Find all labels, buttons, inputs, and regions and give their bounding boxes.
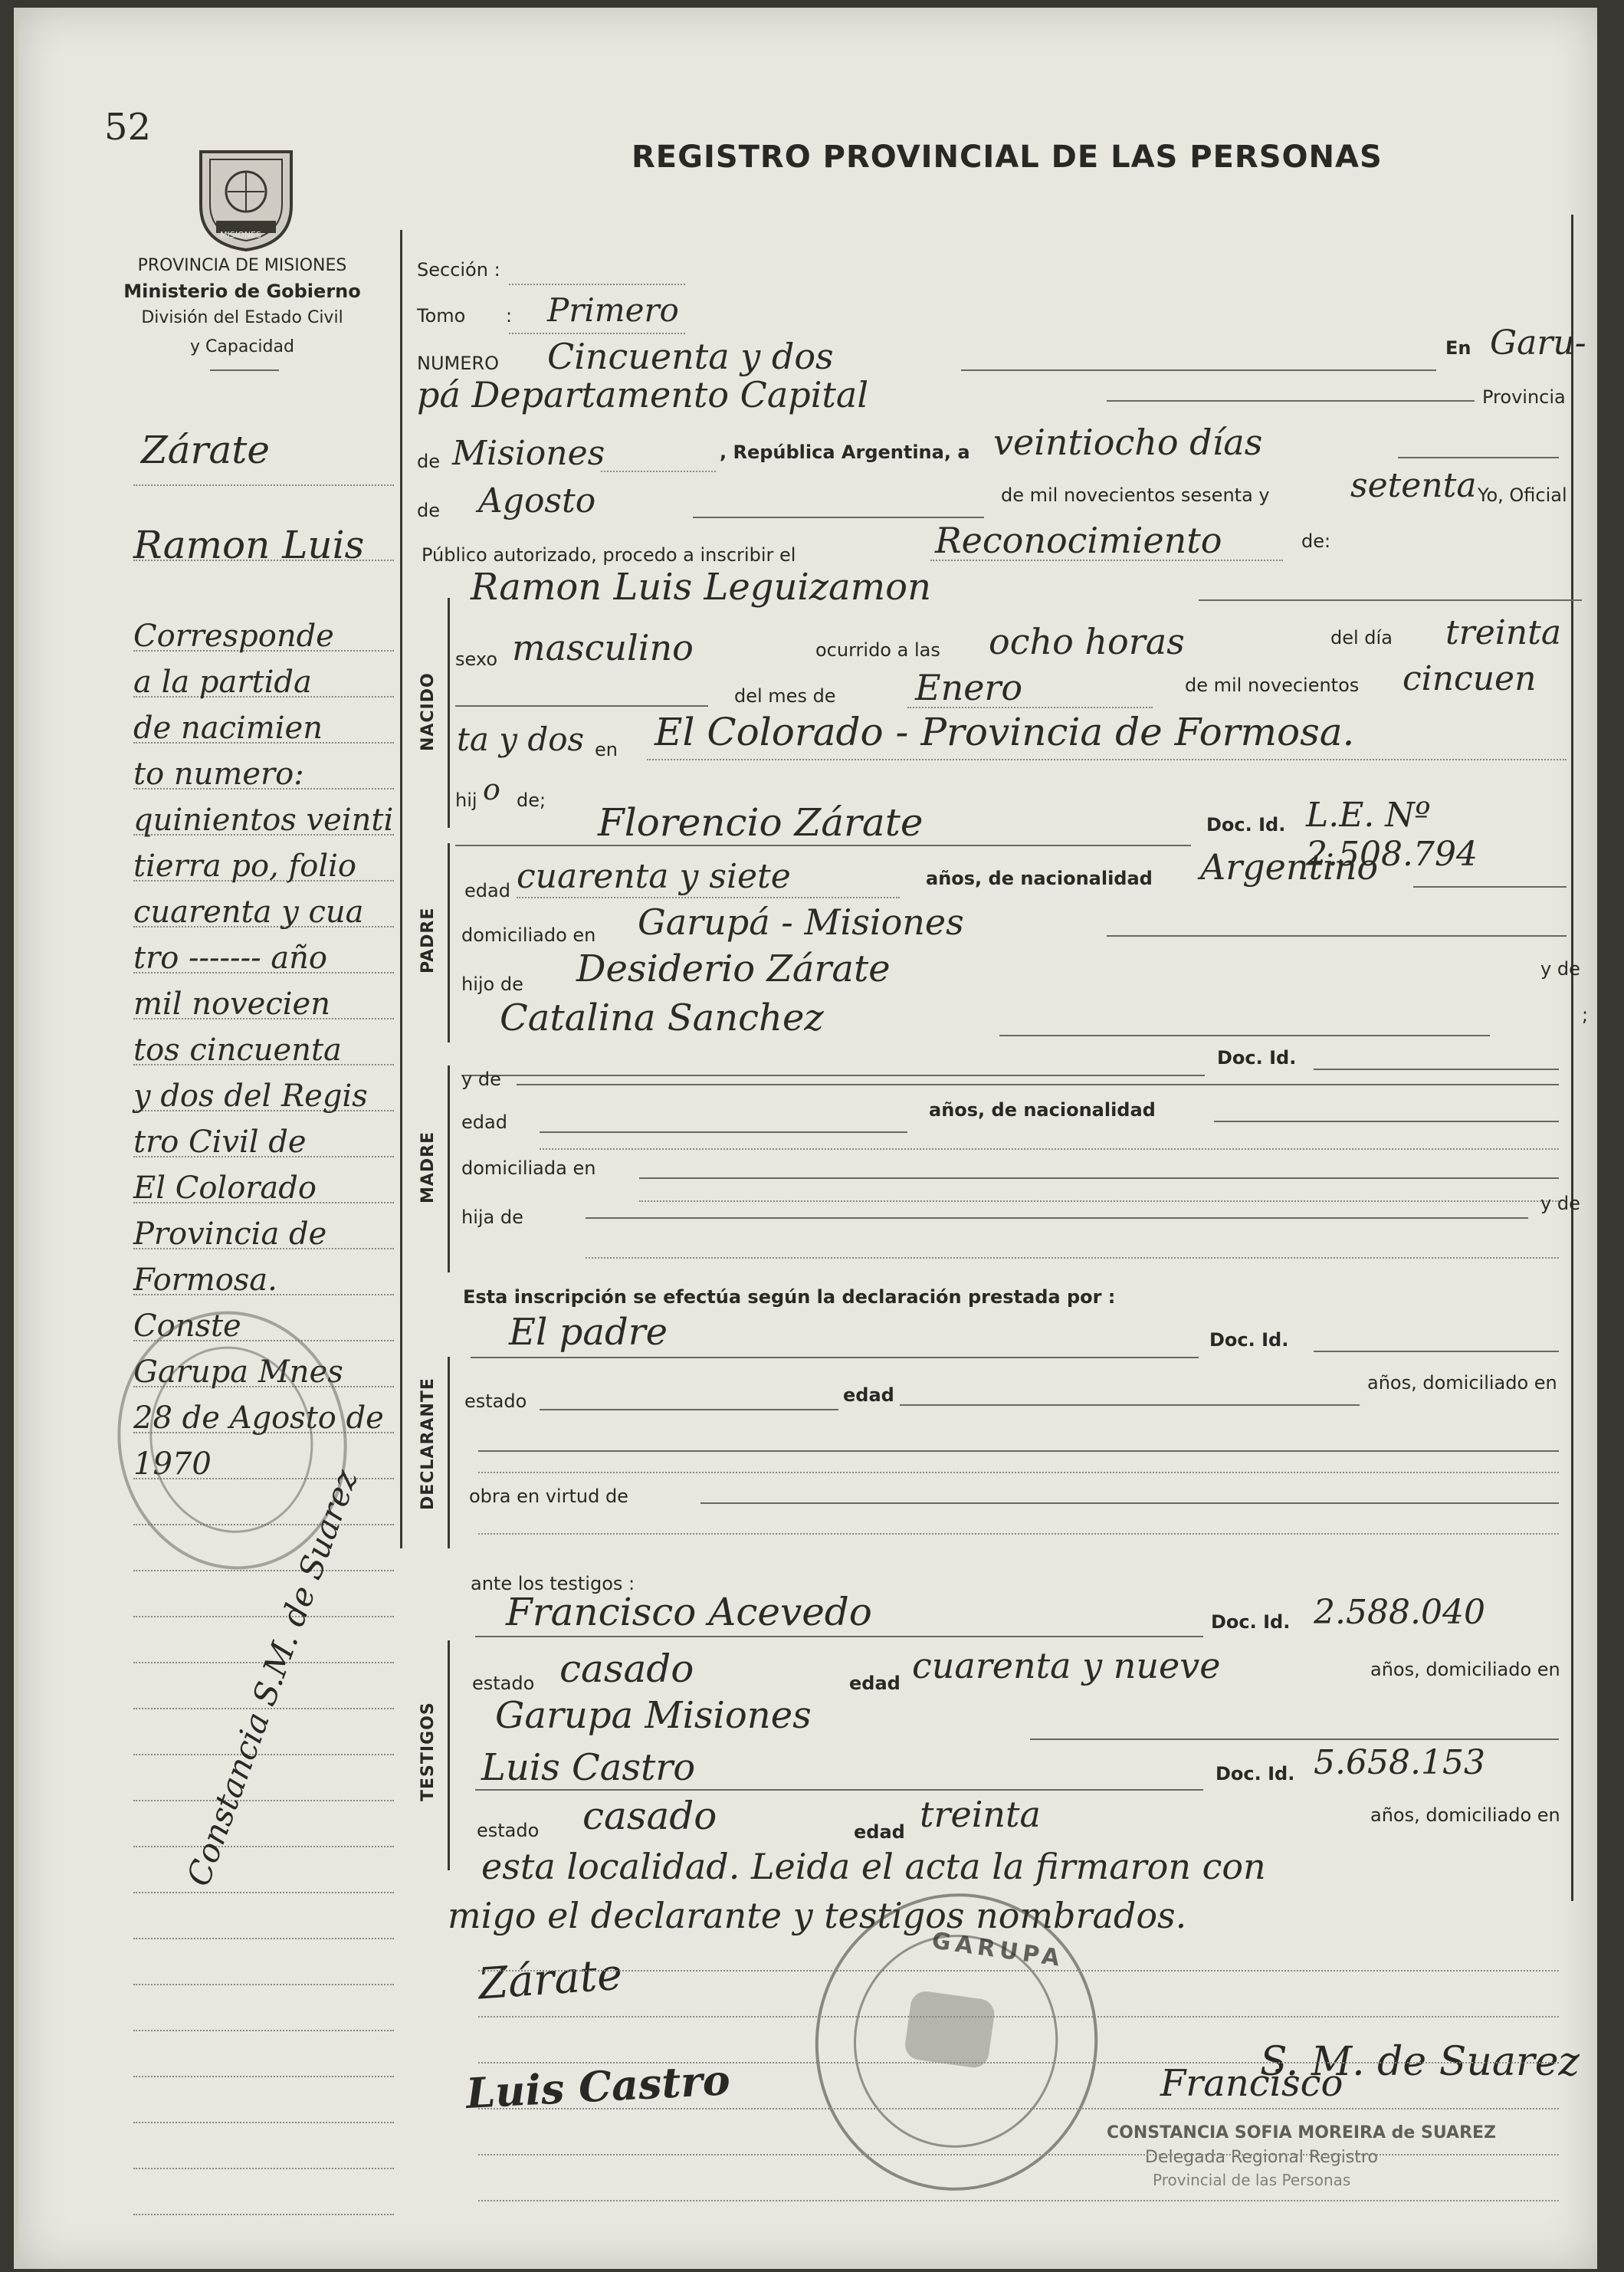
label-edad-madre: edad bbox=[461, 1111, 507, 1133]
closing-line-1: esta localidad. Leida el acta la firmaron con bbox=[481, 1846, 1266, 1887]
officer-title-stamp: Delegada Regional Registro bbox=[1145, 2148, 1378, 2167]
hija-de-line bbox=[586, 1217, 1528, 1219]
label-sexo: sexo bbox=[455, 648, 497, 670]
label-domiciliado-padre: domiciliado en bbox=[461, 924, 596, 946]
margin-line: to numero: bbox=[133, 757, 304, 792]
value-testigo1: Francisco Acevedo bbox=[506, 1590, 872, 1634]
declarante-line bbox=[471, 1357, 1199, 1358]
obra-line bbox=[700, 1502, 1559, 1504]
dia-line bbox=[1398, 457, 1559, 458]
madre-nac-line bbox=[1214, 1121, 1559, 1122]
padre-madre-line bbox=[999, 1035, 1490, 1036]
section-label-declarante: DECLARANTE bbox=[418, 1377, 438, 1510]
value-padre-nac: Argentino bbox=[1200, 846, 1379, 888]
margin-line: Formosa. bbox=[133, 1262, 277, 1298]
numero-line bbox=[961, 369, 1436, 371]
declarante-dom-line-2 bbox=[478, 1472, 1559, 1473]
label-en: En bbox=[1445, 337, 1471, 359]
label-estado-testigo2: estado bbox=[477, 1820, 540, 1841]
label-edad-padre: edad bbox=[464, 880, 510, 901]
value-nombre: Ramon Luis Leguizamon bbox=[471, 566, 931, 609]
padre-bar bbox=[448, 843, 450, 1042]
label-doc-declarante: Doc. Id. bbox=[1209, 1329, 1289, 1351]
value-numero: Cincuenta y dos bbox=[547, 336, 834, 377]
label-doc-padre: Doc. Id. bbox=[1206, 814, 1286, 836]
edad-declarante-line bbox=[900, 1404, 1360, 1406]
lugar-line bbox=[1107, 400, 1475, 402]
label-yo-oficial: Yo, Oficial bbox=[1478, 484, 1567, 506]
margin-line: tos cincuenta bbox=[133, 1033, 342, 1068]
padre-nac-line bbox=[1413, 886, 1567, 888]
declarante-dom-line bbox=[478, 1450, 1559, 1452]
madre-dom-line-2 bbox=[639, 1200, 1559, 1202]
mes-blank-line bbox=[455, 705, 708, 707]
closing-line-2: migo el declarante y testigos nombrados. bbox=[448, 1895, 1187, 1936]
label-de-1: de bbox=[417, 451, 440, 472]
value-testigo1-edad: cuarenta y nueve bbox=[912, 1645, 1221, 1686]
margin-line: tro ------- año bbox=[133, 941, 328, 976]
label-anos-dom-declarante: años, domiciliado en bbox=[1367, 1372, 1557, 1394]
value-hora: ocho horas bbox=[989, 621, 1185, 662]
label-del-mes: del mes de bbox=[734, 685, 836, 707]
label-hijo: hij bbox=[455, 790, 477, 811]
margin-line: y dos del Regis bbox=[133, 1079, 368, 1114]
madre-bar bbox=[448, 1065, 450, 1272]
value-padre-dom: Garupá - Misiones bbox=[638, 901, 964, 943]
label-de-2: de bbox=[417, 500, 440, 521]
seal-label: MISIONES bbox=[220, 230, 261, 240]
label-doc-testigo1: Doc. Id. bbox=[1211, 1611, 1291, 1633]
value-anio-nac-2: ta y dos bbox=[457, 721, 585, 758]
stamp-label: GARUPA bbox=[930, 1927, 1066, 1973]
value-lugar-nac: El Colorado - Provincia de Formosa. bbox=[655, 710, 1355, 754]
label-tomo-colon: : bbox=[506, 305, 513, 327]
label-anos-dom-testigo1: años, domiciliado en bbox=[1370, 1659, 1560, 1680]
margin-line: 28 de Agosto de bbox=[133, 1400, 384, 1436]
value-sexo: masculino bbox=[512, 627, 694, 668]
nacido-bar bbox=[448, 598, 450, 828]
label-de-colon: de: bbox=[1301, 530, 1331, 552]
label-doc-testigo2: Doc. Id. bbox=[1216, 1763, 1295, 1784]
value-padre-edad: cuarenta y siete bbox=[517, 857, 791, 896]
label-publico: Público autorizado, procedo a inscribir el bbox=[422, 544, 796, 566]
label-hija-de: hija de bbox=[461, 1207, 523, 1228]
mes-line bbox=[693, 517, 984, 518]
label-doc-madre: Doc. Id. bbox=[1217, 1047, 1297, 1069]
margin-line: El Colorado bbox=[133, 1170, 317, 1206]
testigo1-dom-line bbox=[1030, 1738, 1559, 1740]
madre-line-extra bbox=[540, 1148, 1559, 1150]
value-testigo1-dom: Garupa Misiones bbox=[495, 1694, 812, 1737]
margin-line: cuarenta y cua bbox=[133, 895, 364, 930]
label-tomo: Tomo bbox=[417, 305, 466, 327]
value-provincia: Misiones bbox=[452, 434, 605, 473]
value-testigo1-estado: casado bbox=[559, 1647, 694, 1691]
division-label-2: y Capacidad bbox=[190, 337, 294, 356]
value-mes-nac: Enero bbox=[915, 667, 1023, 708]
padre-line bbox=[455, 845, 1191, 846]
hija-de-line-2 bbox=[586, 1257, 1559, 1259]
label-estado-testigo1: estado bbox=[472, 1673, 535, 1694]
value-padre-hijo-de: Desiderio Zárate bbox=[576, 947, 891, 990]
signature-officer: S. M. de Suarez bbox=[1260, 2039, 1580, 2085]
value-mes: Agosto bbox=[478, 481, 596, 520]
padre-edad-line bbox=[517, 897, 900, 898]
label-estado-declarante: estado bbox=[464, 1390, 527, 1412]
value-padre-madre: Catalina Sanchez bbox=[500, 996, 824, 1039]
page-title: REGISTRO PROVINCIAL DE LAS PERSONAS bbox=[632, 140, 1383, 175]
margin-line: tro Civil de bbox=[133, 1125, 307, 1160]
y-de-line bbox=[517, 1084, 1559, 1085]
madre-edad-line bbox=[540, 1131, 907, 1133]
header-rule bbox=[210, 369, 279, 371]
label-de-3: de; bbox=[517, 790, 546, 811]
label-edad-testigo2: edad bbox=[854, 1821, 905, 1843]
value-declarante: El padre bbox=[509, 1311, 668, 1354]
label-republica: , República Argentina, a bbox=[720, 442, 970, 463]
mes-nac-line bbox=[907, 707, 1153, 708]
province-label: PROVINCIA DE MISIONES bbox=[137, 256, 347, 275]
label-ocurrido: ocurrido a las bbox=[815, 639, 940, 661]
signature-testigo2: Luis Castro bbox=[464, 2055, 732, 2118]
label-y-de-3: y de bbox=[1540, 1193, 1580, 1214]
seccion-line bbox=[509, 284, 685, 285]
label-anos-nac-padre: años, de nacionalidad bbox=[926, 868, 1153, 889]
label-hijo-de: hijo de bbox=[461, 973, 523, 995]
value-en: Garu- bbox=[1490, 323, 1586, 363]
value-testigo2: Luis Castro bbox=[481, 1746, 696, 1789]
declarante-bar bbox=[448, 1357, 450, 1548]
tomo-line bbox=[509, 333, 685, 334]
padre-dom-line bbox=[1107, 935, 1567, 937]
semicolon: ; bbox=[1582, 1004, 1589, 1026]
margin-surname: Zárate bbox=[141, 428, 270, 472]
register-page bbox=[14, 8, 1597, 2269]
value-anio-nac: cincuen bbox=[1403, 659, 1537, 698]
page-number: 52 bbox=[104, 106, 152, 149]
label-y-de: y de bbox=[1540, 958, 1580, 980]
madre-dom-line bbox=[639, 1177, 1559, 1179]
testigo1-line bbox=[475, 1636, 1203, 1637]
madre-doc-line bbox=[1314, 1069, 1559, 1070]
testigos-bar bbox=[448, 1640, 450, 1870]
margin-line: Provincia de bbox=[133, 1216, 327, 1252]
value-padre: Florencio Zárate bbox=[598, 800, 924, 845]
value-acto: Reconocimiento bbox=[935, 520, 1222, 561]
testigo2-line bbox=[475, 1789, 1203, 1791]
value-hijo-o: o bbox=[483, 773, 500, 806]
label-del-dia: del día bbox=[1330, 627, 1393, 648]
label-de-mil: de mil novecientos sesenta y bbox=[1001, 484, 1270, 506]
label-obra: obra en virtud de bbox=[469, 1486, 628, 1507]
margin-line: de nacimien bbox=[133, 711, 323, 746]
label-domiciliada: domiciliada en bbox=[461, 1157, 596, 1179]
madre-name-line bbox=[461, 1075, 1205, 1076]
margin-line: Conste bbox=[133, 1308, 241, 1344]
acto-line bbox=[930, 560, 1283, 561]
label-numero: NUMERO bbox=[417, 353, 499, 374]
value-dia-nac: treinta bbox=[1445, 613, 1562, 652]
margin-line: Garupa Mnes bbox=[133, 1354, 343, 1390]
label-seccion: Sección : bbox=[417, 259, 500, 281]
lugar-nac-line bbox=[647, 759, 1567, 760]
nombre-line bbox=[1199, 599, 1582, 601]
label-anos-dom-testigo2: años, domiciliado en bbox=[1370, 1804, 1560, 1826]
margin-signature: Constancia S.M. de Suarez bbox=[179, 1464, 366, 1891]
signature-testigo1: Francisco bbox=[1160, 2062, 1343, 2105]
label-declaracion: Esta inscripción se efectúa según la declaración prestada por : bbox=[463, 1286, 1116, 1308]
label-ante: ante los testigos : bbox=[471, 1573, 635, 1594]
section-label-madre: MADRE bbox=[418, 1131, 438, 1203]
value-testigo2-doc: 5.658.153 bbox=[1314, 1743, 1485, 1782]
provincia-line bbox=[601, 471, 716, 472]
label-edad-testigo1: edad bbox=[849, 1673, 901, 1694]
division-label: División del Estado Civil bbox=[141, 308, 343, 327]
signature-declarante: Zárate bbox=[476, 1949, 625, 2010]
obra-line-2 bbox=[478, 1533, 1559, 1535]
value-anio: setenta bbox=[1350, 466, 1477, 505]
value-lugar: pá Departamento Capital bbox=[417, 374, 869, 415]
label-en-2: en bbox=[595, 739, 618, 760]
section-label-padre: PADRE bbox=[418, 907, 438, 973]
label-provincia: Provincia bbox=[1482, 386, 1566, 408]
label-de-mil-2: de mil novecientos bbox=[1185, 675, 1360, 696]
margin-line: quinientos veinti bbox=[133, 803, 394, 838]
value-testigo2-estado: casado bbox=[582, 1794, 717, 1838]
section-label-testigos: TESTIGOS bbox=[418, 1702, 438, 1801]
margin-line: tierra po, folio bbox=[133, 849, 357, 884]
margin-line: Corresponde bbox=[133, 619, 334, 654]
margin-line: a la partida bbox=[133, 665, 312, 700]
margin-given-names: Ramon Luis bbox=[133, 523, 365, 567]
label-y-de-2: y de bbox=[461, 1069, 501, 1090]
label-edad-declarante: edad bbox=[843, 1384, 894, 1406]
value-testigo1-doc: 2.588.040 bbox=[1314, 1593, 1485, 1632]
value-dia: veintiocho días bbox=[993, 422, 1263, 463]
declarante-doc-line bbox=[1314, 1351, 1559, 1352]
officer-dept-stamp: Provincial de las Personas bbox=[1153, 2171, 1351, 2189]
value-padre-doc: L.E. Nº 2.508.794 bbox=[1306, 796, 1478, 874]
section-label-nacido: NACIDO bbox=[418, 672, 438, 751]
value-testigo2-edad: treinta bbox=[920, 1794, 1041, 1835]
ministry-label: Ministerio de Gobierno bbox=[123, 281, 361, 302]
estado-declarante-line bbox=[540, 1409, 838, 1410]
officer-name-stamp: CONSTANCIA SOFIA MOREIRA de SUAREZ bbox=[1107, 2123, 1496, 2142]
right-border bbox=[1571, 215, 1573, 1901]
margin-line: 1970 bbox=[133, 1446, 212, 1482]
label-anos-nac-madre: años, de nacionalidad bbox=[929, 1099, 1156, 1121]
margin-line: mil novecien bbox=[133, 987, 330, 1022]
value-tomo: Primero bbox=[547, 291, 679, 329]
